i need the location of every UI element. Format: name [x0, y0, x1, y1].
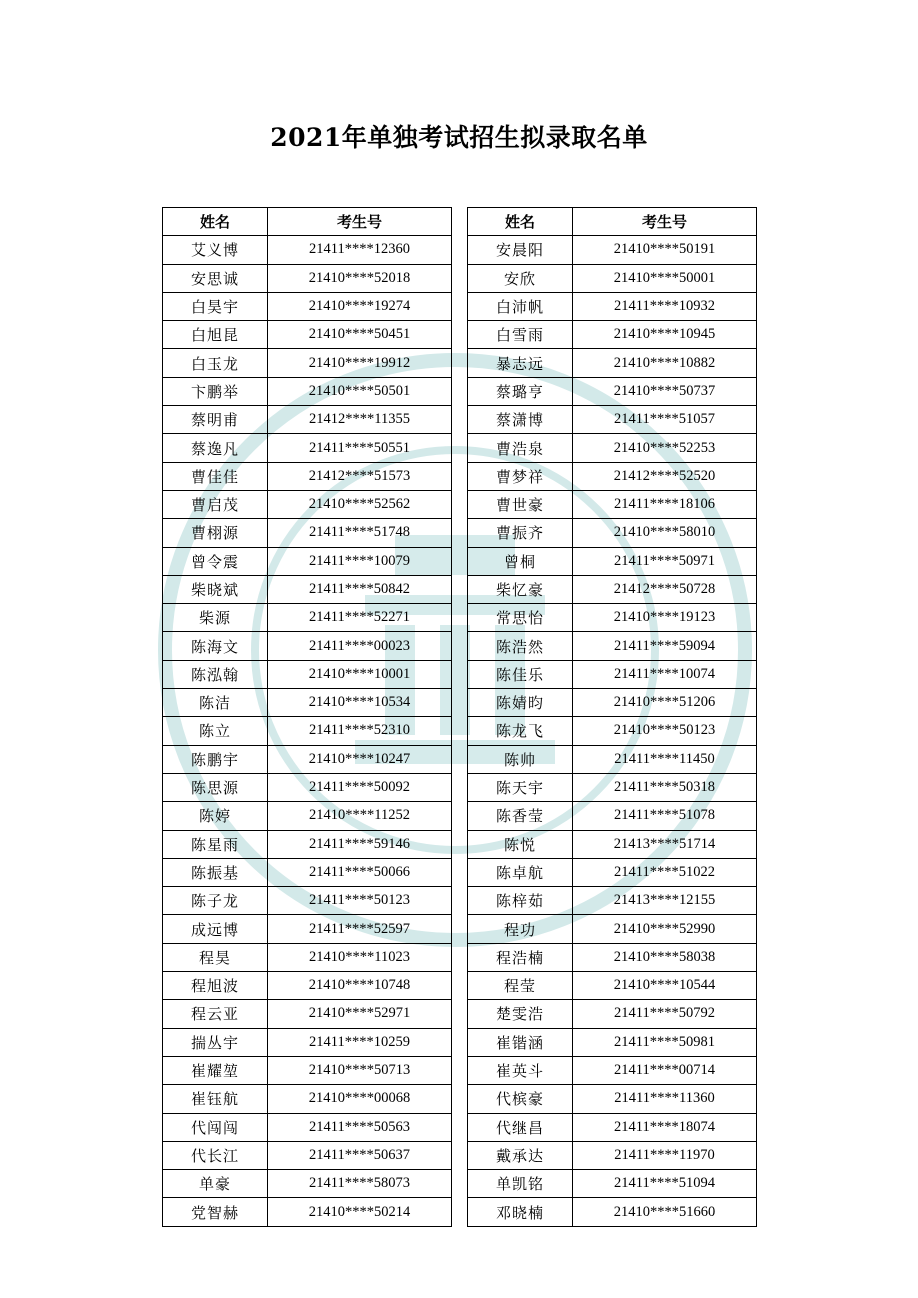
student-name: 暴志远	[468, 349, 573, 377]
student-name: 曾桐	[468, 547, 573, 575]
candidate-number: 21411****50551	[268, 434, 452, 462]
table-row	[163, 1000, 452, 1028]
table-row	[468, 802, 757, 830]
student-name: 柴忆豪	[468, 575, 573, 603]
student-name: 陈帅	[468, 745, 573, 773]
student-name: 单凯铭	[468, 1170, 573, 1198]
student-name: 戴承达	[468, 1141, 573, 1169]
student-name: 崔钰航	[163, 1085, 268, 1113]
student-name: 陈立	[163, 717, 268, 745]
table-row	[468, 773, 757, 801]
table-row	[468, 1141, 757, 1169]
table-row	[163, 1085, 452, 1113]
student-name: 成远博	[163, 915, 268, 943]
table-row	[163, 406, 452, 434]
candidate-number: 21410****10247	[268, 745, 452, 773]
table-row	[468, 1085, 757, 1113]
student-name: 崔耀堃	[163, 1056, 268, 1084]
table-row	[163, 773, 452, 801]
table-row	[163, 1198, 452, 1226]
student-name: 曹浩泉	[468, 434, 573, 462]
candidate-number: 21411****51022	[573, 858, 757, 886]
table-row	[468, 1000, 757, 1028]
student-name: 白昊宇	[163, 292, 268, 320]
candidate-number: 21410****51206	[573, 689, 757, 717]
student-name: 楚雯浩	[468, 1000, 573, 1028]
table-row	[468, 406, 757, 434]
student-name: 常思怡	[468, 604, 573, 632]
student-name: 陈思源	[163, 773, 268, 801]
candidate-number: 21411****50842	[268, 575, 452, 603]
candidate-number: 21411****18074	[573, 1113, 757, 1141]
header-id: 考生号	[268, 208, 452, 236]
student-name: 曹振齐	[468, 519, 573, 547]
table-row	[163, 943, 452, 971]
student-name: 白雪雨	[468, 321, 573, 349]
student-name: 曹启茂	[163, 490, 268, 518]
candidate-number: 21411****10259	[268, 1028, 452, 1056]
candidate-number: 21410****52253	[573, 434, 757, 462]
candidate-number: 21410****11252	[268, 802, 452, 830]
candidate-number: 21411****12360	[268, 236, 452, 264]
student-name: 崔英斗	[468, 1056, 573, 1084]
table-row	[468, 1056, 757, 1084]
candidate-number: 21410****50737	[573, 377, 757, 405]
table-row	[163, 689, 452, 717]
student-name: 蔡明甫	[163, 406, 268, 434]
candidate-number: 21411****58073	[268, 1170, 452, 1198]
candidate-number: 21411****10079	[268, 547, 452, 575]
table-row	[163, 915, 452, 943]
candidate-number: 21411****51078	[573, 802, 757, 830]
roster-table-right	[467, 207, 757, 1227]
candidate-number: 21412****51573	[268, 462, 452, 490]
student-name: 陈振基	[163, 858, 268, 886]
candidate-number: 21413****51714	[573, 830, 757, 858]
header-row	[163, 208, 452, 236]
student-name: 安欣	[468, 264, 573, 292]
divider	[451, 207, 452, 1185]
header-name: 姓名	[468, 208, 573, 236]
candidate-number: 21411****50981	[573, 1028, 757, 1056]
candidate-number: 21410****58038	[573, 943, 757, 971]
student-name: 陈梓茹	[468, 887, 573, 915]
student-name: 程昊	[163, 943, 268, 971]
candidate-number: 21410****50123	[573, 717, 757, 745]
candidate-number: 21410****52018	[268, 264, 452, 292]
student-name: 卞鹏举	[163, 377, 268, 405]
candidate-number: 21410****10882	[573, 349, 757, 377]
student-name: 曹佳佳	[163, 462, 268, 490]
table-row	[468, 604, 757, 632]
candidate-number: 21411****59094	[573, 632, 757, 660]
student-name: 蔡逸凡	[163, 434, 268, 462]
candidate-number: 21410****50214	[268, 1198, 452, 1226]
table-row	[468, 490, 757, 518]
table-row	[163, 349, 452, 377]
student-name: 陈海文	[163, 632, 268, 660]
candidate-number: 21410****19912	[268, 349, 452, 377]
candidate-number: 21411****50971	[573, 547, 757, 575]
student-name: 邓晓楠	[468, 1198, 573, 1226]
candidate-number: 21411****52271	[268, 604, 452, 632]
candidate-number: 21410****10544	[573, 972, 757, 1000]
candidate-number: 21410****11023	[268, 943, 452, 971]
table-row	[468, 745, 757, 773]
student-name: 白沛帆	[468, 292, 573, 320]
candidate-number: 21410****52562	[268, 490, 452, 518]
table-row	[163, 1113, 452, 1141]
table-row	[468, 632, 757, 660]
candidate-number: 21410****52990	[573, 915, 757, 943]
table-row	[163, 1028, 452, 1056]
student-name: 陈子龙	[163, 887, 268, 915]
candidate-number: 21411****10074	[573, 660, 757, 688]
page-title: 2021年单独考试招生拟录取名单	[270, 123, 648, 152]
table-row	[468, 547, 757, 575]
student-name: 陈天宇	[468, 773, 573, 801]
student-name: 艾义博	[163, 236, 268, 264]
student-name: 安思诚	[163, 264, 268, 292]
student-name: 代闯闯	[163, 1113, 268, 1141]
table-row	[163, 575, 452, 603]
candidate-number: 21411****11450	[573, 745, 757, 773]
candidate-number: 21410****10748	[268, 972, 452, 1000]
student-name: 陈洁	[163, 689, 268, 717]
table-row	[468, 349, 757, 377]
candidate-number: 21411****59146	[268, 830, 452, 858]
table-row	[163, 462, 452, 490]
student-name: 陈佳乐	[468, 660, 573, 688]
candidate-number: 21410****19274	[268, 292, 452, 320]
student-name: 陈悦	[468, 830, 573, 858]
table-row	[163, 236, 452, 264]
student-name: 陈龙飞	[468, 717, 573, 745]
table-row	[468, 292, 757, 320]
candidate-number: 21410****52971	[268, 1000, 452, 1028]
candidate-number: 21410****51660	[573, 1198, 757, 1226]
student-name: 程旭波	[163, 972, 268, 1000]
student-name: 陈浩然	[468, 632, 573, 660]
student-name: 党智赫	[163, 1198, 268, 1226]
candidate-number: 21411****50092	[268, 773, 452, 801]
candidate-number: 21413****12155	[573, 887, 757, 915]
table-row	[468, 462, 757, 490]
candidate-number: 21412****50728	[573, 575, 757, 603]
table-row	[163, 264, 452, 292]
table-row	[468, 377, 757, 405]
table-row	[468, 915, 757, 943]
table-row	[468, 689, 757, 717]
student-name: 程莹	[468, 972, 573, 1000]
table-row	[163, 802, 452, 830]
table-row	[163, 434, 452, 462]
table-row	[163, 632, 452, 660]
student-name: 陈香莹	[468, 802, 573, 830]
student-name: 程云亚	[163, 1000, 268, 1028]
table-row	[468, 887, 757, 915]
candidate-number: 21411****51057	[573, 406, 757, 434]
student-name: 蔡璐亨	[468, 377, 573, 405]
candidate-number: 21411****50637	[268, 1141, 452, 1169]
table-row	[468, 1198, 757, 1226]
student-name: 代长江	[163, 1141, 268, 1169]
table-row	[163, 1170, 452, 1198]
student-name: 陈婷	[163, 802, 268, 830]
table-row	[163, 858, 452, 886]
table-row	[468, 858, 757, 886]
table-row	[163, 519, 452, 547]
candidate-number: 21411****52310	[268, 717, 452, 745]
candidate-number: 21411****50123	[268, 887, 452, 915]
table-row	[468, 830, 757, 858]
table-row	[468, 943, 757, 971]
candidate-number: 21411****50318	[573, 773, 757, 801]
student-name: 柴源	[163, 604, 268, 632]
candidate-number: 21410****19123	[573, 604, 757, 632]
header-id: 考生号	[573, 208, 757, 236]
student-name: 程功	[468, 915, 573, 943]
candidate-number: 21410****50451	[268, 321, 452, 349]
table-row	[163, 830, 452, 858]
candidate-number: 21411****50792	[573, 1000, 757, 1028]
student-name: 程浩楠	[468, 943, 573, 971]
table-row	[468, 321, 757, 349]
student-name: 单豪	[163, 1170, 268, 1198]
candidate-number: 21411****00714	[573, 1056, 757, 1084]
table-row	[468, 434, 757, 462]
candidate-number: 21411****50066	[268, 858, 452, 886]
table-row	[468, 519, 757, 547]
table-row	[468, 717, 757, 745]
table-row	[163, 292, 452, 320]
candidate-number: 21410****00068	[268, 1085, 452, 1113]
student-name: 蔡潇博	[468, 406, 573, 434]
table-row	[468, 1113, 757, 1141]
table-row	[468, 972, 757, 1000]
candidate-number: 21410****10534	[268, 689, 452, 717]
candidate-number: 21411****51748	[268, 519, 452, 547]
student-name: 曹栩源	[163, 519, 268, 547]
table-row	[468, 1170, 757, 1198]
student-name: 柴晓斌	[163, 575, 268, 603]
table-row	[163, 745, 452, 773]
candidate-number: 21411****50563	[268, 1113, 452, 1141]
header-name: 姓名	[163, 208, 268, 236]
student-name: 陈星雨	[163, 830, 268, 858]
candidate-number: 21411****00023	[268, 632, 452, 660]
candidate-number: 21412****11355	[268, 406, 452, 434]
admission-list	[162, 207, 756, 1222]
table-row	[468, 660, 757, 688]
roster-table-left	[162, 207, 452, 1227]
student-name: 曾令震	[163, 547, 268, 575]
table-row	[468, 575, 757, 603]
candidate-number: 21411****51094	[573, 1170, 757, 1198]
candidate-number: 21411****11970	[573, 1141, 757, 1169]
student-name: 崔锴涵	[468, 1028, 573, 1056]
candidate-number: 21410****50501	[268, 377, 452, 405]
candidate-number: 21411****52597	[268, 915, 452, 943]
table-row	[163, 1056, 452, 1084]
candidate-number: 21410****10945	[573, 321, 757, 349]
table-row	[163, 490, 452, 518]
table-row	[163, 887, 452, 915]
table-row	[468, 236, 757, 264]
student-name: 白玉龙	[163, 349, 268, 377]
student-name: 代继昌	[468, 1113, 573, 1141]
student-name: 曹世豪	[468, 490, 573, 518]
table-row	[163, 1141, 452, 1169]
student-name: 安晨阳	[468, 236, 573, 264]
candidate-number: 21410****50191	[573, 236, 757, 264]
candidate-number: 21410****50001	[573, 264, 757, 292]
table-row	[163, 321, 452, 349]
table-row	[468, 1028, 757, 1056]
candidate-number: 21412****52520	[573, 462, 757, 490]
student-name: 陈卓航	[468, 858, 573, 886]
table-row	[163, 377, 452, 405]
table-row	[163, 972, 452, 1000]
student-name: 陈鹏宇	[163, 745, 268, 773]
table-row	[163, 717, 452, 745]
table-row	[163, 547, 452, 575]
candidate-number: 21411****10932	[573, 292, 757, 320]
table-row	[468, 264, 757, 292]
student-name: 陈婧昀	[468, 689, 573, 717]
student-name: 揣丛宇	[163, 1028, 268, 1056]
table-row	[163, 604, 452, 632]
candidate-number: 21411****11360	[573, 1085, 757, 1113]
candidate-number: 21410****58010	[573, 519, 757, 547]
table-row	[163, 660, 452, 688]
student-name: 陈泓翰	[163, 660, 268, 688]
student-name: 曹梦祥	[468, 462, 573, 490]
student-name: 白旭昆	[163, 321, 268, 349]
header-row	[468, 208, 757, 236]
candidate-number: 21411****18106	[573, 490, 757, 518]
candidate-number: 21410****10001	[268, 660, 452, 688]
candidate-number: 21410****50713	[268, 1056, 452, 1084]
student-name: 代槟豪	[468, 1085, 573, 1113]
